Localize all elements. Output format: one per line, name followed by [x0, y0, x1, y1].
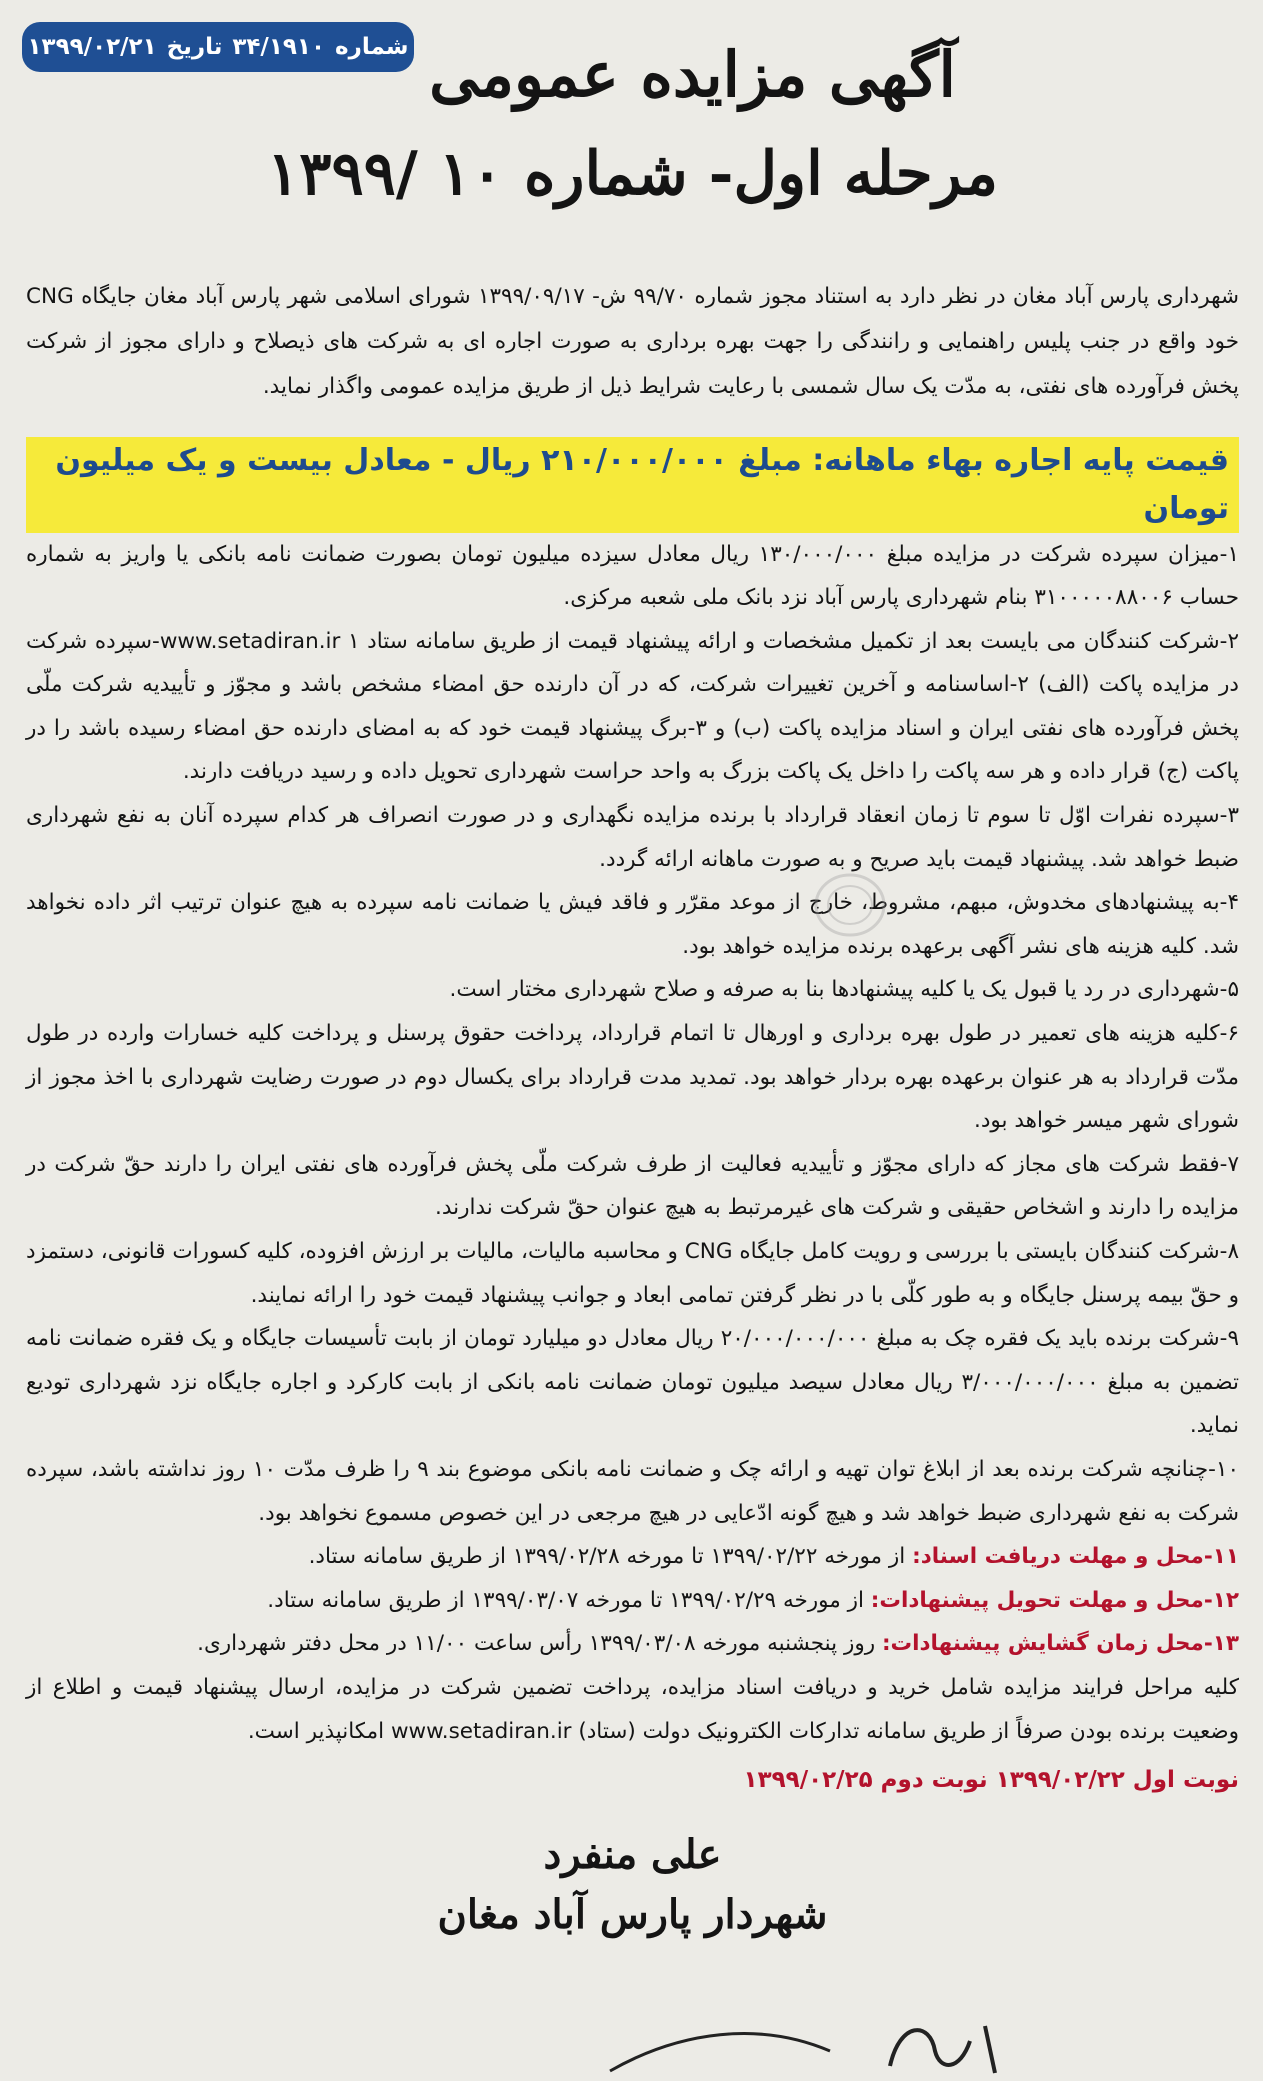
deadline-item — [26, 1579, 1239, 1623]
issue-number-value: ۳۴/۱۹۱۰ — [232, 34, 325, 60]
condition-item: ۷-فقط شرکت های مجاز که دارای مجوّز و تأییدیه فعالیت از طرف شرکت ملّی پخش فرآورده های نفتی ایران را دارند حقّ شرکت در مزایده را دارند و اشخاص حقیقی و شرکت های غیرمرتبط به هیچ عنوان حقّ شرکت ندارند. — [26, 1151, 1239, 1221]
issue-number-label: شماره — [335, 34, 409, 60]
handwritten-mark-icon — [600, 2011, 1020, 2081]
conditions-list — [26, 533, 1239, 1666]
watermark-seal-icon — [810, 870, 890, 940]
signatory-name: علی منفرد — [543, 1831, 722, 1879]
condition-item: ۳-سپرده نفرات اوّل تا سوم تا زمان انعقاد قرارداد با برنده مزایده نگهداری و در صورت انصراف هر کدام سپرده آنان به نفع شهرداری ضبط خواهد شد. پیشنهاد قیمت باید صریح و به صورت ماهانه ارائه گردد. — [26, 803, 1239, 872]
deadline-label: ۱۱-محل و مهلت دریافت اسناد: — [912, 1544, 1239, 1570]
signatory-role: شهردار پارس آباد مغان — [437, 1891, 828, 1939]
condition-item: ۹-شرکت برنده باید یک فقره چک به مبلغ ۲۰/۰۰۰/۰۰۰/۰۰۰ ریال معادل دو میلیارد تومان از بابت تأسیسات جایگاه و یک فقره ضمانت نامه تضمین به مبلغ ۳/۰۰۰/۰۰۰/۰۰۰ ریال معادل سیصد میلیون تومان ضمانت نامه بانکی از بابت کارکرد و اجاره جایگاه نزد شهرداری تودیع نماید. — [26, 1326, 1239, 1439]
deadline-text: از مورخه ۱۳۹۹/۰۲/۲۲ تا مورخه ۱۳۹۹/۰۲/۲۸ از طریق سامانه ستاد. — [308, 1544, 913, 1570]
condition-item: ۱-میزان سپرده شرکت در مزایده مبلغ ۱۳۰/۰۰۰/۰۰۰ ریال معادل سیزده میلیون تومان بصورت ضمانت نامه بانکی یا واریز به شماره حساب ۳۱۰۰۰۰۰۸۸۰۰۶ بنام شهرداری پارس آباد نزد بانک ملی شعبه مرکزی. — [26, 541, 1240, 611]
condition-item: ۶-کلیه هزینه های تعمیر در طول بهره برداری و اورهال تا اتمام قرارداد، پرداخت حقوق پرسنل و پرداخت کلیه خسارات وارده در طول مدّت قرارداد به هر عنوان برعهده بهره بردار خواهد بود. تمدید مدت قرارداد برای یکسال دوم در صورت رضایت شهرداری با اخذ مجوز از شورای شهر میسر خواهد بود. — [26, 1021, 1239, 1134]
deadline-item — [26, 1622, 1239, 1666]
deadline-item — [26, 1535, 1239, 1579]
intro-paragraph: شهرداری پارس آباد مغان در نظر دارد به استناد مجوز شماره ۹۹/۷۰ ش- ۱۳۹۹/۰۹/۱۷ شورای اسلامی شهر پارس آباد مغان جایگاه CNG خود واقع در جنب پلیس راهنمایی و رانندگی را جهت بهره برداری به صورت اجاره ای به شرکت های ذیصلاح و دارای مجوز از شرکت پخش فرآورده های نفتی، به مدّت یک سال شمسی با رعایت شرایط ذیل از طریق مزایده عمومی واگذار نماید. — [26, 284, 1239, 399]
deadline-text: روز پنجشنبه مورخه ۱۳۹۹/۰۳/۰۸ رأس ساعت ۱۱/۰۰ در محل دفتر شهرداری. — [197, 1631, 882, 1657]
deadline-text: از مورخه ۱۳۹۹/۰۲/۲۹ تا مورخه ۱۳۹۹/۰۳/۰۷ از طریق سامانه ستاد. — [267, 1587, 871, 1613]
notice-subtitle: مرحله اول- شماره ۱۰ /۱۳۹۹ — [267, 139, 998, 209]
base-price-banner: قیمت پایه اجاره بهاء ماهانه: مبلغ ۲۱۰/۰۰۰/۰۰۰ ریال - معادل بیست و یک میلیون تومان — [26, 437, 1239, 533]
condition-item: ۵-شهرداری در رد یا قبول یک یا کلیه پیشنهادها بنا به صرفه و صلاح شهرداری مختار است. — [449, 977, 1239, 1003]
final-note: کلیه مراحل فرایند مزایده شامل خرید و دریافت اسناد مزایده، پرداخت تضمین شرکت در مزایده، ارسال پیشنهاد قیمت و اطلاع از وضعیت برنده بودن صرفاً از طریق سامانه تدارکات الکترونیک دولت (ستاد) www.setadiran.ir امکانپذیر است. — [26, 1674, 1239, 1744]
issue-date-value: ۱۳۹۹/۰۲/۲۱ — [27, 34, 157, 60]
condition-item: ۲-شرکت کنندگان می بایست بعد از تکمیل مشخصات و ارائه پیشنهاد قیمت از طریق سامانه ستاد www.setadiran.ir ۱-سپرده شرکت در مزایده پاکت (الف) ۲-اساسنامه و آخرین تغییرات شرکت، که در آن دارنده حق امضاء مشخص باشد و مجوّز و تأییدیه شرکت ملّی پخش فرآورده های نفتی ایران و اسناد مزایده پاکت (ب) و ۳-برگ پیشنهاد قیمت خود که به امضای دارنده حق امضاء رسیده باشد را در پاکت (ج) قرار داده و هر سه پاکت را داخل یک پاکت بزرگ به واحد حراست شهرداری تحویل داده و رسید دریافت دارند. — [26, 628, 1239, 785]
deadline-label: ۱۳-محل زمان گشایش پیشنهادات: — [881, 1631, 1239, 1657]
condition-item: ۴-به پیشنهادهای مخدوش، مبهم، مشروط، خارج از موعد مقرّر و فاقد فیش یا ضمانت نامه سپرده به هیچ عنوان ترتیب اثر داده نخواهد شد. کلیه هزینه های نشر آگهی برعهده برنده مزایده خواهد بود. — [26, 890, 1239, 959]
deadline-label: ۱۲-محل و مهلت تحویل پیشنهادات: — [870, 1587, 1239, 1613]
issue-number-badge — [22, 22, 414, 72]
condition-item: ۱۰-چنانچه شرکت برنده بعد از ابلاغ توان تهیه و ارائه چک و ضمانت نامه بانکی موضوع بند ۹ را ظرف مدّت ۱۰ روز نداشته باشد، سپرده شرکت به نفع شهرداری ضبط خواهد شد و هیچ گونه ادّعایی در هیچ مرجعی در این خصوص مسموع نخواهد بود. — [26, 1456, 1239, 1526]
issue-date-label: تاریخ — [166, 34, 223, 60]
publish-dates: نوبت اول ۱۳۹۹/۰۲/۲۲ نوبت دوم ۱۳۹۹/۰۲/۲۵ — [743, 1767, 1239, 1794]
condition-item: ۸-شرکت کنندگان بایستی با بررسی و رویت کامل جایگاه CNG و محاسبه مالیات، مالیات بر ارزش افزوده، کلیه کسورات قانونی، دستمزد و حقّ بیمه پرسنل جایگاه و به طور کلّی با در نظر گرفتن تمامی ابعاد و جوانب پیشنهاد قیمت خود را ارائه نمایند. — [26, 1239, 1239, 1308]
notice-title: آگهی مزایده عمومی — [429, 38, 956, 111]
